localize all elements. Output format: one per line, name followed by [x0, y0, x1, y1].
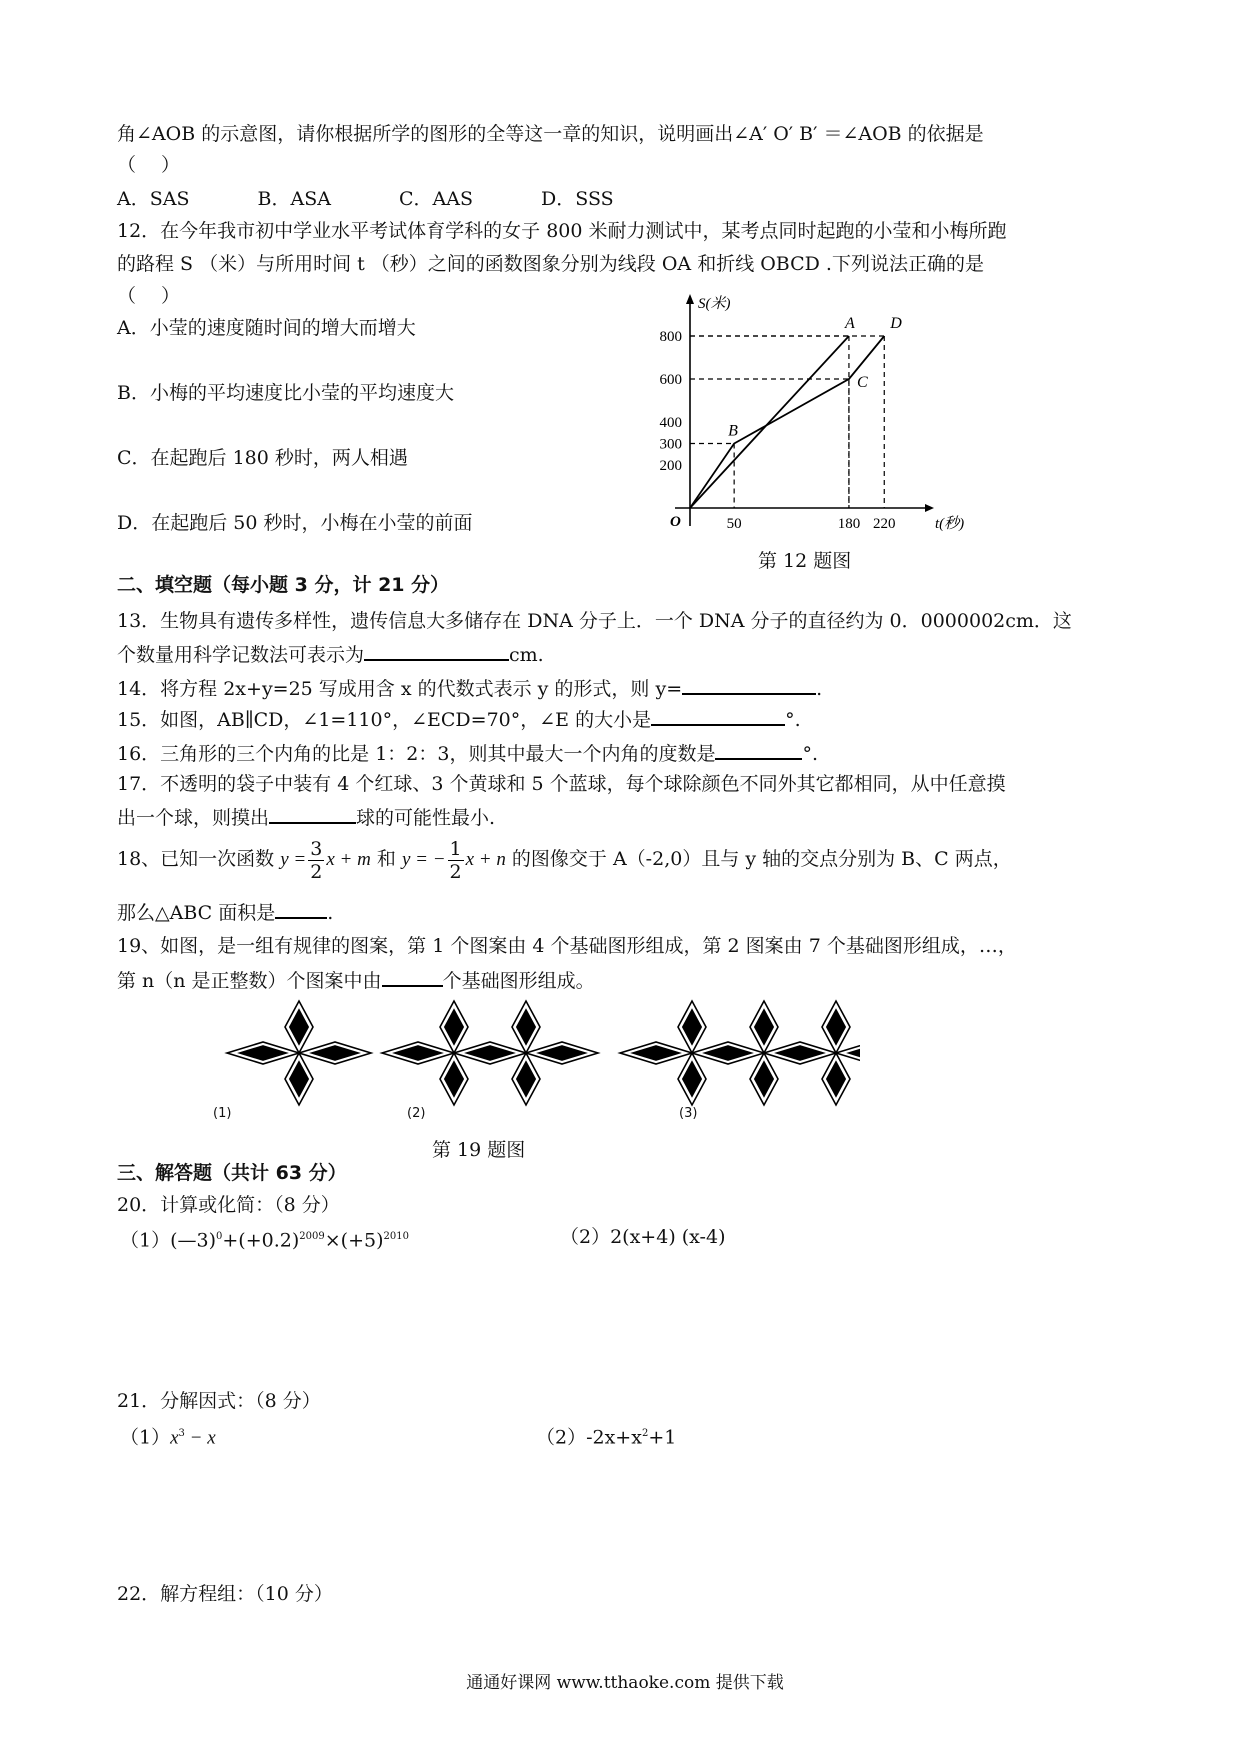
q16-end: °. [802, 743, 819, 765]
part-label: （1） [120, 1426, 171, 1449]
part-label: （1） [120, 1229, 171, 1252]
expr: x [170, 1427, 179, 1449]
q20-part1 [120, 1225, 409, 1252]
q12-option-c: C．在起跑后 180 秒时，两人相遇 [117, 447, 408, 469]
x-axis-arrow [925, 504, 934, 512]
q19-label-1: (1) [213, 1106, 232, 1121]
q13-line1: 13．生物具有遗传多样性，遗传信息大多储存在 DNA 分子上．一个 DNA 分子的直径约为 0．0000002cm．这 [117, 610, 1072, 632]
denominator: 2 [310, 860, 323, 883]
expr: +(+0.2) [222, 1229, 300, 1252]
q11-option-d: D．SSS [541, 188, 614, 210]
q18-func1-lhs: y = [280, 849, 307, 870]
q19-text: 第 n（n 是正整数）个图案中由 [117, 970, 382, 992]
q14-text: 14．将方程 2x+y=25 写成用含 x 的代数式表示 y 的形式，则 y= [117, 678, 683, 700]
q19-figure-caption: 第 19 题图 [432, 1139, 526, 1161]
y-tick-label: 400 [659, 415, 682, 431]
q13-unit: cm. [509, 644, 544, 666]
q13-answer-blank[interactable] [364, 641, 509, 661]
section2-heading: 二、填空题（每小题 3 分，计 21 分） [117, 574, 450, 596]
series-line-obcd [690, 336, 884, 508]
q18-line2 [117, 899, 333, 925]
q18-fraction-1-2 [448, 838, 464, 883]
q13-text: 个数量用科学记数法可表示为 [117, 644, 365, 666]
q21-title: 21．分解因式：（8 分） [117, 1390, 321, 1412]
q12-distance-time-chart [630, 290, 990, 540]
expr: (—3) [170, 1229, 217, 1252]
q15-end: °. [785, 709, 801, 731]
q18-func2-lhs: y = − [401, 849, 446, 870]
q12-stem-line2: 的路程 S （米）与所用时间 t （秒）之间的函数图象分别为线段 OA 和折线 OBCD .下列说法正确的是 [117, 253, 984, 275]
q12-stem-line1: 12．在今年我市初中学业水平考试体育学科的女子 800 米耐力测试中，某考点同时起跑的小莹和小梅所跑 [117, 220, 1007, 242]
series-line-oa [690, 336, 849, 508]
q14 [117, 675, 822, 701]
q19-answer-blank[interactable] [382, 967, 443, 987]
q16 [117, 740, 818, 766]
q18-func2-rhs: x + n [465, 849, 506, 870]
q14-end: . [816, 678, 823, 700]
q11-answer-paren: （ ） [117, 154, 181, 176]
point-label-a: A [844, 315, 855, 332]
y-tick-label: 600 [659, 372, 682, 388]
q18-line1 [117, 834, 1012, 885]
y-axis-label: S(米) [698, 296, 731, 312]
x-tick-label: 50 [726, 516, 742, 532]
q16-answer-blank[interactable] [715, 740, 802, 760]
q14-answer-blank[interactable] [682, 675, 816, 695]
x-axis-label: t(秒) [935, 516, 965, 532]
q19-label-2: (2) [407, 1106, 426, 1121]
exponent: 2 [641, 1428, 649, 1439]
point-label-d: D [890, 315, 902, 332]
q12-option-b: B．小梅的平均速度比小莹的平均速度大 [117, 382, 454, 404]
q19-line2 [117, 967, 595, 993]
y-axis-arrow [686, 294, 694, 304]
q13-line2 [117, 641, 544, 667]
q18-text-rest: 的图像交于 A（-2,0）且与 y 轴的交点分别为 B、C 两点， [511, 848, 1012, 870]
q15 [117, 706, 801, 732]
q18-and: 和 [376, 848, 396, 870]
q20-title: 20．计算或化简：（8 分） [117, 1194, 340, 1216]
numerator: 3 [310, 837, 323, 860]
footer-source: 通通好课网 www.tthaoke.com 提供下载 [466, 1673, 784, 1693]
x-tick-label: 220 [873, 516, 896, 532]
x-tick-label: 180 [837, 516, 861, 532]
q21-part2 [536, 1422, 676, 1449]
q11-option-c: C．AAS [399, 188, 473, 210]
section3-heading: 三、解答题（共计 63 分） [117, 1162, 347, 1184]
y-tick-label: 800 [659, 329, 682, 345]
q19-pattern-figure [140, 995, 860, 1130]
q17-line1: 17．不透明的袋子中装有 4 个红球、3 个黄球和 5 个蓝球，每个球除颜色不同外其它都相同，从中任意摸 [117, 773, 1006, 795]
q12-option-d: D．在起跑后 50 秒时，小梅在小莹的前面 [117, 512, 473, 534]
q15-text: 15．如图，AB∥CD，∠1=110°，∠ECD=70°，∠E 的大小是 [117, 709, 652, 731]
q17-text: 出一个球，则摸出 [117, 807, 270, 829]
origin-label: O [670, 514, 681, 530]
q19-line1: 19、如图，是一组有规律的图案，第 1 个图案由 4 个基础图形组成，第 2 图案由 7 个基础图形组成，…， [117, 935, 1017, 957]
q12-figure-caption: 第 12 题图 [758, 550, 852, 572]
denominator: 2 [449, 860, 462, 883]
numerator: 1 [449, 837, 462, 860]
exponent: 3 [178, 1428, 185, 1439]
q18-fraction-3-2 [308, 838, 324, 883]
q12-option-a: A．小莹的速度随时间的增大而增大 [117, 317, 416, 339]
q11-stem: 角∠AOB 的示意图，请你根据所学的图形的全等这一章的知识，说明画出∠A′ O′ B′ ＝∠AOB 的依据是 [117, 123, 984, 145]
expr: ×(+5) [324, 1229, 384, 1252]
q15-answer-blank[interactable] [651, 706, 785, 726]
q11-options [117, 187, 614, 211]
y-tick-label: 300 [659, 436, 682, 453]
point-label-b: B [728, 422, 738, 440]
y-tick-label: 200 [659, 458, 682, 474]
exponent: 0 [216, 1231, 223, 1242]
q19-label-3: (3) [679, 1106, 698, 1121]
expr: （2）-2x+x [536, 1426, 642, 1449]
q17-answer-blank[interactable] [269, 804, 356, 824]
q18-text: 18、已知一次函数 [117, 848, 275, 870]
q20-part2: （2）2(x+4) (x-4) [560, 1226, 726, 1248]
q18-end: . [327, 902, 334, 924]
q21-part1 [120, 1422, 216, 1450]
expr: +1 [648, 1426, 677, 1449]
q16-text: 16．三角形的三个内角的比是 1：2：3，则其中最大一个内角的度数是 [117, 743, 716, 765]
q12-answer-paren: （ ） [117, 285, 181, 307]
q19-end: 个基础图形组成。 [442, 970, 595, 992]
exponent: 2009 [299, 1231, 325, 1242]
q22-title: 22．解方程组：（10 分） [117, 1583, 333, 1605]
q18-question: 那么△ABC 面积是 [117, 902, 276, 924]
point-label-c: C [856, 374, 868, 391]
q11-option-b: B．ASA [257, 188, 331, 210]
q11-option-a: A．SAS [117, 188, 190, 210]
q17-end: 球的可能性最小. [356, 807, 496, 829]
expr: − x [184, 1427, 216, 1449]
q18-func1-rhs: x + m [326, 849, 371, 870]
q18-answer-blank[interactable] [275, 899, 327, 919]
exponent: 2010 [383, 1231, 409, 1242]
q17-line2 [117, 804, 495, 830]
